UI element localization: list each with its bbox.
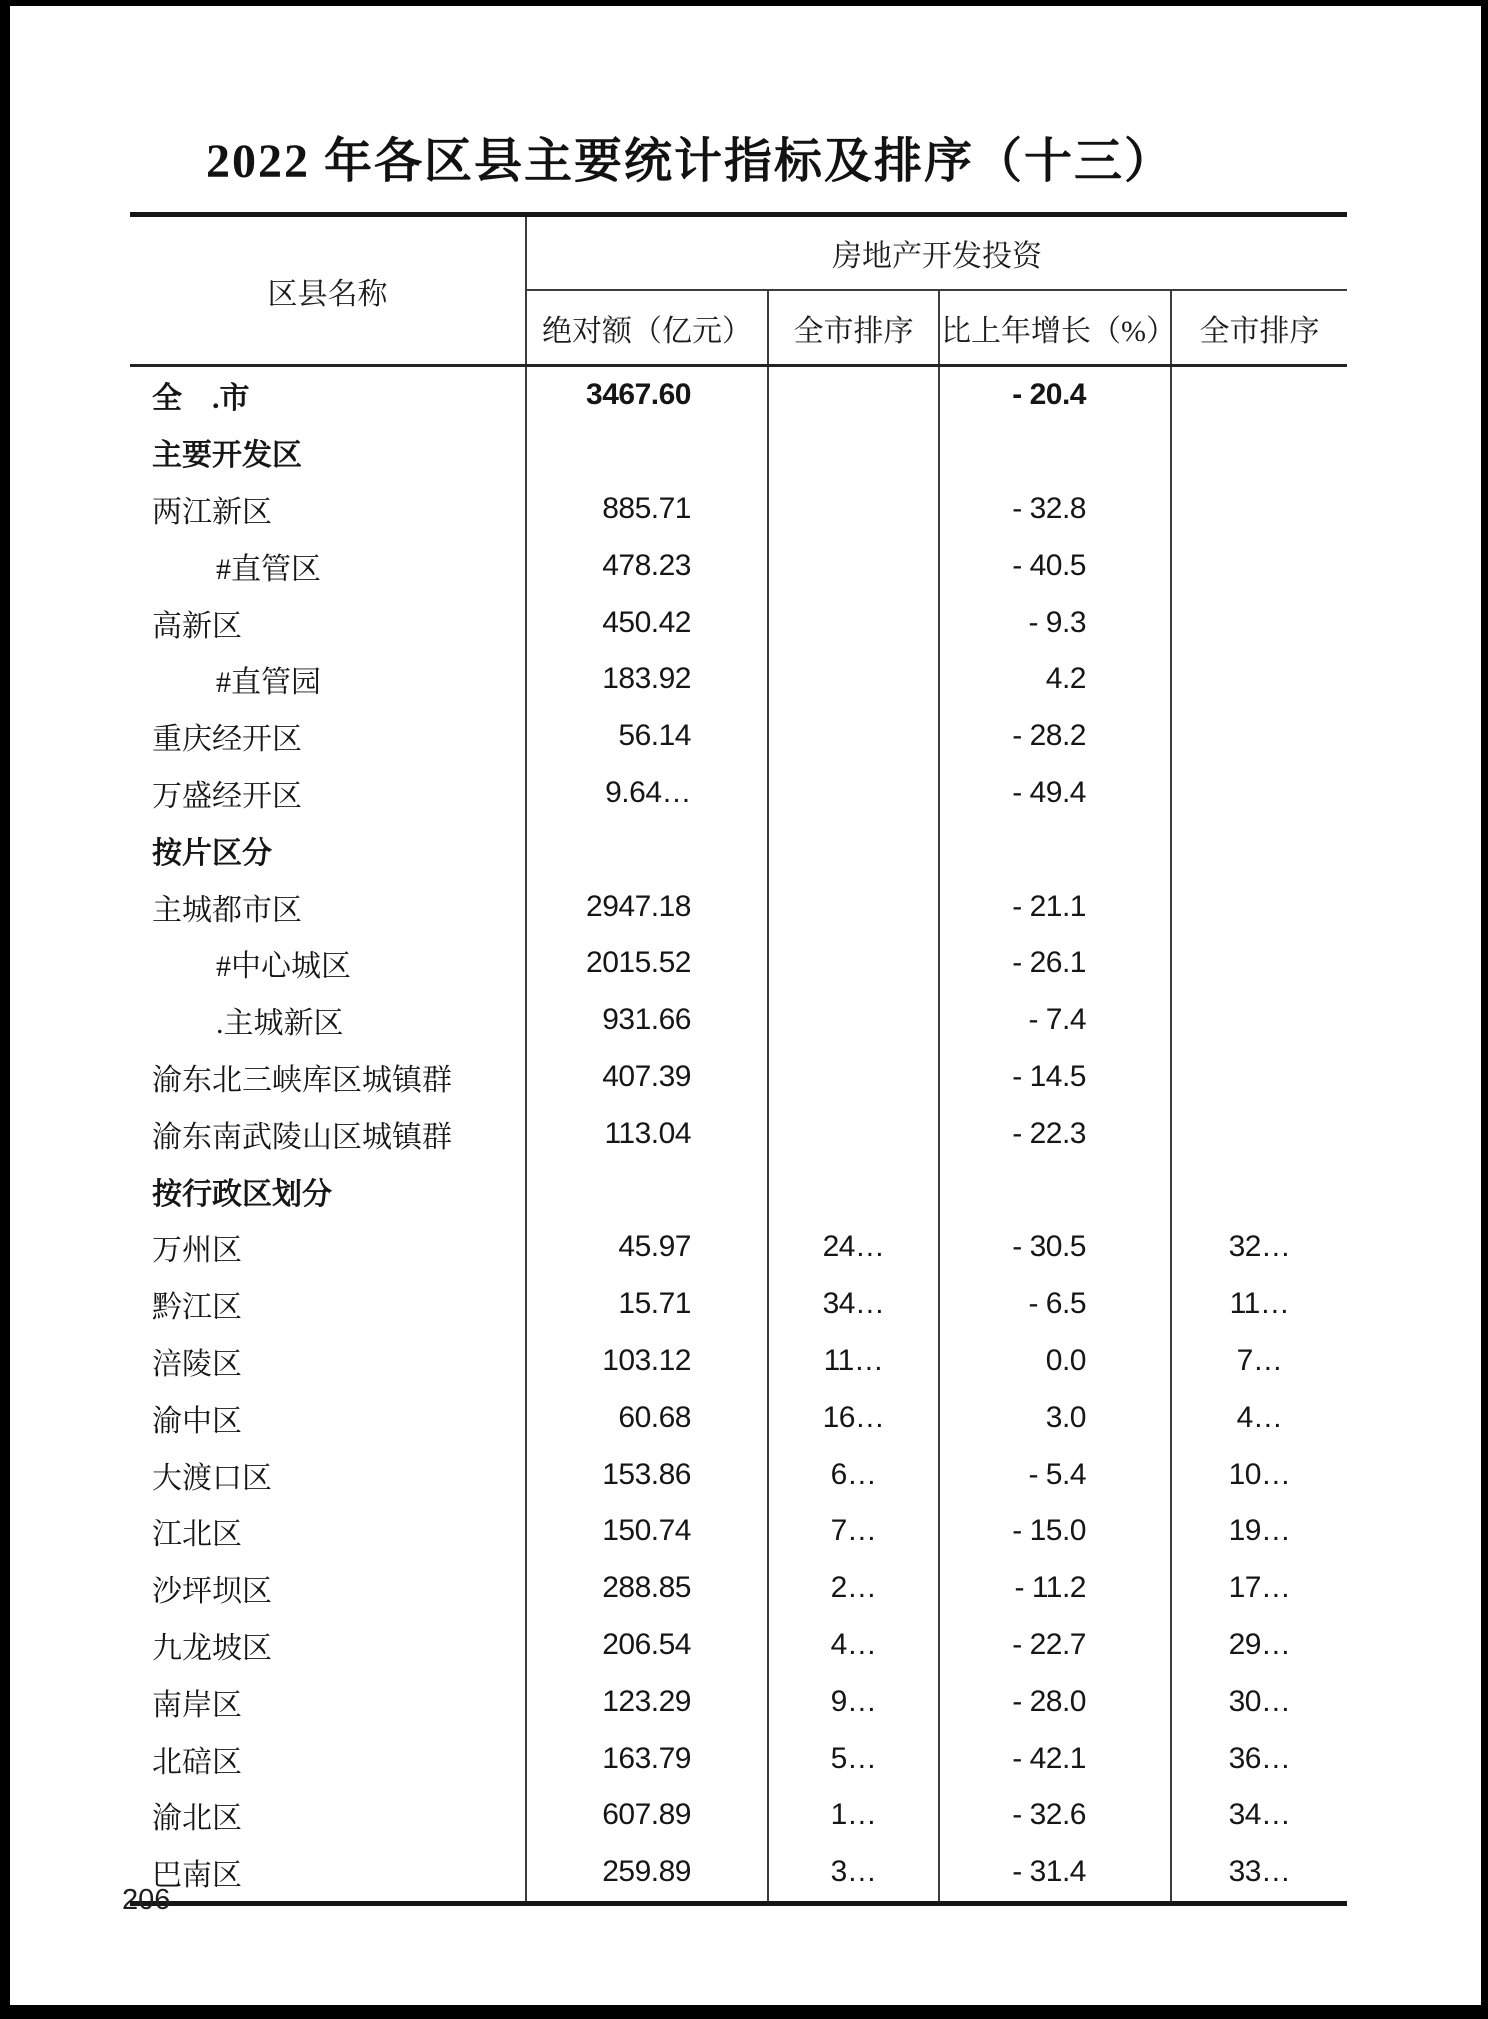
table-row: [130, 708, 1347, 765]
cell-city-rank-1: [768, 1162, 939, 1219]
table-header: [130, 215, 1347, 366]
cell-city-rank-1: [768, 424, 939, 481]
cell-district-name: 江北区: [152, 1518, 242, 1552]
column-header-district-name: 区县名称: [130, 215, 526, 366]
cell-district-name: 黔江区: [152, 1291, 242, 1325]
cell-growth-rate: - 31.4: [939, 1844, 1171, 1903]
cell-city-rank-1: 9…: [768, 1673, 939, 1730]
cell-absolute-amount: [526, 424, 768, 481]
page-number: 206: [122, 1884, 171, 1916]
cell-absolute-amount: 150.74: [526, 1503, 768, 1560]
table-row: [130, 1162, 1347, 1219]
cell-city-rank-1: 2…: [768, 1560, 939, 1617]
cell-growth-rate: - 32.6: [939, 1787, 1171, 1844]
cell-city-rank-2: 36…: [1171, 1730, 1347, 1787]
cell-city-rank-1: [768, 537, 939, 594]
cell-city-rank-1: [768, 651, 939, 708]
cell-city-rank-1: [768, 1049, 939, 1106]
cell-district-name: 九龙坡区: [152, 1631, 272, 1665]
cell-absolute-amount: 183.92: [526, 651, 768, 708]
cell-district-name: 大渡口区: [152, 1461, 272, 1495]
header-row-group: [130, 215, 1347, 291]
cell-city-rank-2: [1171, 424, 1347, 481]
table-row: [130, 1844, 1347, 1903]
column-header-absolute-amount: 绝对额（亿元）: [526, 290, 768, 366]
cell-city-rank-1: [768, 821, 939, 878]
cell-city-rank-2: [1171, 481, 1347, 538]
cell-city-rank-2: [1171, 1162, 1347, 1219]
cell-city-rank-1: [768, 935, 939, 992]
cell-city-rank-1: [768, 878, 939, 935]
cell-city-rank-2: [1171, 366, 1347, 424]
page-title: 2022 年各区县主要统计指标及排序（十三）: [205, 135, 1174, 188]
table-row: [130, 651, 1347, 708]
column-header-city-rank-1: 全市排序: [768, 290, 939, 366]
cell-growth-rate: [939, 424, 1171, 481]
cell-absolute-amount: 288.85: [526, 1560, 768, 1617]
table-row: [130, 821, 1347, 878]
cell-district-name: 渝中区: [152, 1404, 242, 1438]
column-group-header-real-estate-investment: 房地产开发投资: [526, 215, 1347, 291]
table-row: [130, 1673, 1347, 1730]
cell-growth-rate: - 32.8: [939, 481, 1171, 538]
cell-city-rank-1: [768, 992, 939, 1049]
cell-city-rank-1: [768, 366, 939, 424]
cell-absolute-amount: 931.66: [526, 992, 768, 1049]
table-row: [130, 878, 1347, 935]
cell-absolute-amount: 103.12: [526, 1333, 768, 1390]
table-row: [130, 1389, 1347, 1446]
cell-growth-rate: - 15.0: [939, 1503, 1171, 1560]
cell-district-name: #直管园: [216, 666, 321, 700]
cell-city-rank-1: 6…: [768, 1446, 939, 1503]
cell-growth-rate: - 26.1: [939, 935, 1171, 992]
cell-absolute-amount: 3467.60: [526, 366, 768, 424]
cell-city-rank-1: 34…: [768, 1276, 939, 1333]
cell-growth-rate: - 20.4: [939, 366, 1171, 424]
cell-absolute-amount: 60.68: [526, 1389, 768, 1446]
table-row: [130, 1276, 1347, 1333]
cell-city-rank-2: [1171, 992, 1347, 1049]
cell-district-name: 渝北区: [152, 1802, 242, 1836]
cell-district-name: 主城都市区: [152, 893, 302, 927]
cell-absolute-amount: 2947.18: [526, 878, 768, 935]
cell-district-name: 按行政区划分: [152, 1177, 332, 1211]
cell-district-name: 渝东南武陵山区城镇群: [152, 1120, 452, 1154]
cell-absolute-amount: 45.97: [526, 1219, 768, 1276]
table-row: [130, 1049, 1347, 1106]
cell-city-rank-2: 11…: [1171, 1276, 1347, 1333]
cell-district-name: 南岸区: [152, 1688, 242, 1722]
cell-absolute-amount: 607.89: [526, 1787, 768, 1844]
cell-city-rank-1: [768, 708, 939, 765]
table-row: [130, 424, 1347, 481]
cell-district-name: 万州区: [152, 1234, 242, 1268]
cell-absolute-amount: 885.71: [526, 481, 768, 538]
table-row: [130, 1617, 1347, 1674]
cell-growth-rate: - 6.5: [939, 1276, 1171, 1333]
cell-city-rank-1: 11…: [768, 1333, 939, 1390]
cell-city-rank-2: [1171, 651, 1347, 708]
cell-growth-rate: - 28.0: [939, 1673, 1171, 1730]
table-row: [130, 366, 1347, 424]
cell-city-rank-2: 17…: [1171, 1560, 1347, 1617]
cell-absolute-amount: 259.89: [526, 1844, 768, 1903]
cell-growth-rate: 3.0: [939, 1389, 1171, 1446]
cell-city-rank-2: 19…: [1171, 1503, 1347, 1560]
cell-growth-rate: - 11.2: [939, 1560, 1171, 1617]
cell-growth-rate: - 5.4: [939, 1446, 1171, 1503]
cell-city-rank-2: 10…: [1171, 1446, 1347, 1503]
cell-growth-rate: - 28.2: [939, 708, 1171, 765]
cell-city-rank-1: 4…: [768, 1617, 939, 1674]
cell-absolute-amount: 450.42: [526, 594, 768, 651]
cell-district-name: 渝东北三峡库区城镇群: [152, 1063, 452, 1097]
cell-city-rank-2: [1171, 1105, 1347, 1162]
cell-growth-rate: - 14.5: [939, 1049, 1171, 1106]
cell-district-name: 沙坪坝区: [152, 1575, 272, 1609]
cell-growth-rate: - 30.5: [939, 1219, 1171, 1276]
cell-district-name: .主城新区: [216, 1007, 344, 1041]
table-row: [130, 481, 1347, 538]
cell-growth-rate: [939, 821, 1171, 878]
cell-city-rank-2: [1171, 878, 1347, 935]
cell-growth-rate: - 7.4: [939, 992, 1171, 1049]
cell-district-name: 两江新区: [152, 495, 272, 529]
statistics-table: [130, 212, 1347, 1906]
cell-city-rank-1: 1…: [768, 1787, 939, 1844]
cell-city-rank-2: [1171, 1049, 1347, 1106]
cell-district-name: 万盛经开区: [152, 779, 302, 813]
cell-city-rank-2: [1171, 708, 1347, 765]
cell-growth-rate: - 22.7: [939, 1617, 1171, 1674]
cell-city-rank-1: 24…: [768, 1219, 939, 1276]
cell-absolute-amount: 163.79: [526, 1730, 768, 1787]
cell-city-rank-2: 29…: [1171, 1617, 1347, 1674]
cell-absolute-amount: 206.54: [526, 1617, 768, 1674]
cell-growth-rate: - 49.4: [939, 765, 1171, 822]
cell-district-name: 高新区: [152, 609, 242, 643]
cell-growth-rate: - 42.1: [939, 1730, 1171, 1787]
cell-growth-rate: - 9.3: [939, 594, 1171, 651]
table-row: [130, 1503, 1347, 1560]
cell-city-rank-2: 30…: [1171, 1673, 1347, 1730]
table-row: [130, 594, 1347, 651]
cell-district-name: 全 .市: [152, 382, 250, 416]
cell-city-rank-2: 33…: [1171, 1844, 1347, 1903]
cell-city-rank-2: [1171, 765, 1347, 822]
document-page: [10, 6, 1481, 2005]
table-row: [130, 992, 1347, 1049]
cell-city-rank-1: [768, 1105, 939, 1162]
cell-district-name: 主要开发区: [152, 439, 302, 473]
cell-absolute-amount: 9.64…: [526, 765, 768, 822]
table-row: [130, 1446, 1347, 1503]
table-body: [130, 366, 1347, 1904]
table-row: [130, 537, 1347, 594]
cell-city-rank-1: 16…: [768, 1389, 939, 1446]
cell-city-rank-1: [768, 765, 939, 822]
cell-absolute-amount: [526, 821, 768, 878]
cell-district-name: 重庆经开区: [152, 723, 302, 757]
cell-district-name: 巴南区: [152, 1859, 242, 1893]
cell-city-rank-2: 7…: [1171, 1333, 1347, 1390]
cell-district-name: 按片区分: [152, 836, 272, 870]
cell-absolute-amount: 56.14: [526, 708, 768, 765]
cell-city-rank-2: 34…: [1171, 1787, 1347, 1844]
table-row: [130, 1333, 1347, 1390]
table-row: [130, 935, 1347, 992]
cell-absolute-amount: 407.39: [526, 1049, 768, 1106]
column-header-growth-rate: 比上年增长（%）: [939, 290, 1171, 366]
cell-growth-rate: 0.0: [939, 1333, 1171, 1390]
cell-absolute-amount: 153.86: [526, 1446, 768, 1503]
cell-absolute-amount: 2015.52: [526, 935, 768, 992]
cell-city-rank-2: [1171, 594, 1347, 651]
table-row: [130, 1560, 1347, 1617]
cell-city-rank-1: [768, 594, 939, 651]
table-row: [130, 1219, 1347, 1276]
cell-city-rank-1: 3…: [768, 1844, 939, 1903]
cell-city-rank-2: [1171, 821, 1347, 878]
cell-district-name: #中心城区: [216, 950, 351, 984]
cell-growth-rate: - 22.3: [939, 1105, 1171, 1162]
table-row: [130, 1105, 1347, 1162]
cell-absolute-amount: [526, 1162, 768, 1219]
cell-city-rank-1: 5…: [768, 1730, 939, 1787]
cell-city-rank-2: 32…: [1171, 1219, 1347, 1276]
cell-growth-rate: - 21.1: [939, 878, 1171, 935]
table-row: [130, 765, 1347, 822]
cell-growth-rate: [939, 1162, 1171, 1219]
cell-district-name: 北碚区: [152, 1745, 242, 1779]
cell-city-rank-2: [1171, 537, 1347, 594]
cell-city-rank-2: 4…: [1171, 1389, 1347, 1446]
cell-growth-rate: - 40.5: [939, 537, 1171, 594]
table-row: [130, 1730, 1347, 1787]
cell-absolute-amount: 478.23: [526, 537, 768, 594]
cell-absolute-amount: 15.71: [526, 1276, 768, 1333]
cell-city-rank-1: 7…: [768, 1503, 939, 1560]
cell-city-rank-2: [1171, 935, 1347, 992]
cell-absolute-amount: 113.04: [526, 1105, 768, 1162]
cell-growth-rate: 4.2: [939, 651, 1171, 708]
cell-absolute-amount: 123.29: [526, 1673, 768, 1730]
column-header-city-rank-2: 全市排序: [1171, 290, 1347, 366]
cell-district-name: 涪陵区: [152, 1347, 242, 1381]
cell-district-name: #直管区: [216, 552, 321, 586]
cell-city-rank-1: [768, 481, 939, 538]
table-row: [130, 1787, 1347, 1844]
